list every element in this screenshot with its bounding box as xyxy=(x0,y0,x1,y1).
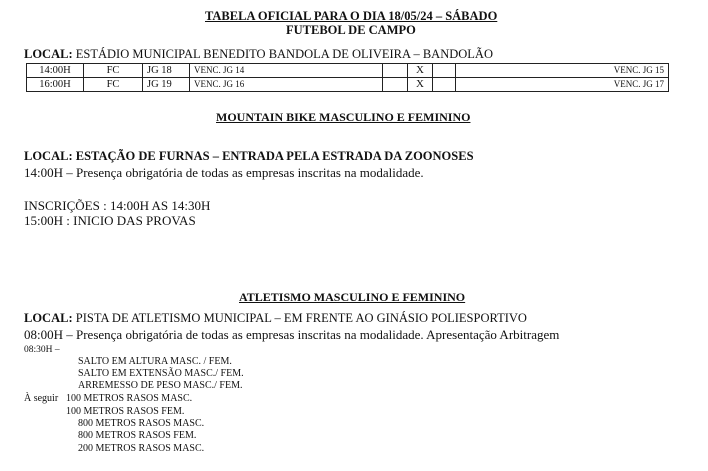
page-subtitle: FUTEBOL DE CAMPO xyxy=(286,23,416,37)
mtb-local-label: LOCAL: xyxy=(24,149,73,163)
list-item: 800 METROS RASOS FEM. xyxy=(78,430,197,441)
empty-cell xyxy=(433,64,456,78)
futebol-local-label: LOCAL: xyxy=(24,47,73,61)
game-modality: FC xyxy=(84,78,143,92)
game-team-b: VENC. JG 15 xyxy=(456,64,669,78)
game-team-a: VENC. JG 14 xyxy=(190,64,383,78)
page-title: TABELA OFICIAL PARA O DIA 18/05/24 – SÁBADO xyxy=(205,9,498,23)
mtb-local-value: ESTAÇÃO DE FURNAS – ENTRADA PELA ESTRADA DA ZOONOSES xyxy=(72,149,474,163)
game-team-b: VENC. JG 17 xyxy=(456,78,669,92)
list-item: 200 METROS RASOS MASC. xyxy=(78,443,205,454)
empty-cell xyxy=(383,78,408,92)
table-row xyxy=(27,64,669,78)
futebol-local-value: ESTÁDIO MUNICIPAL BENEDITO BANDOLA DE OLIVEIRA – BANDOLÃO xyxy=(72,47,493,61)
atletismo-local-label: LOCAL: xyxy=(24,311,73,325)
list-item: SALTO EM EXTENSÃO MASC./ FEM. xyxy=(78,368,244,379)
atletismo-local-value: PISTA DE ATLETISMO MUNICIPAL – EM FRENTE AO GINÁSIO POLIESPORTIVO xyxy=(72,311,527,325)
atletismo-presence: 08:00H – Presença obrigatória de todas as empresas inscritas na modalidade. Apresentação Arbitragem xyxy=(24,327,560,342)
game-number: JG 19 xyxy=(143,78,190,92)
atletismo-local xyxy=(24,311,527,326)
game-number: JG 18 xyxy=(143,64,190,78)
atletismo-title: ATLETISMO MASCULINO E FEMININO xyxy=(239,290,466,304)
mtb-presence: 14:00H – Presença obrigatória de todas as empresas inscritas na modalidade. xyxy=(24,165,424,180)
table-row xyxy=(27,78,669,92)
mtb-inicio: 15:00H : INICIO DAS PROVAS xyxy=(24,213,196,228)
mtb-local xyxy=(24,149,474,164)
list-item: 800 METROS RASOS MASC. xyxy=(78,418,205,429)
empty-cell xyxy=(433,78,456,92)
game-modality: FC xyxy=(84,64,143,78)
atletismo-seguir-label: À seguir xyxy=(24,393,59,404)
game-time: 16:00H xyxy=(27,78,84,92)
mtb-inscricoes: INSCRIÇÕES : 14:00H AS 14:30H xyxy=(24,198,211,213)
empty-cell xyxy=(383,64,408,78)
game-team-a: VENC. JG 16 xyxy=(190,78,383,92)
game-versus: X xyxy=(408,64,433,78)
list-item: 100 METROS RASOS FEM. xyxy=(66,406,185,417)
list-item: SALTO EM ALTURA MASC. / FEM. xyxy=(78,356,232,367)
game-versus: X xyxy=(408,78,433,92)
atletismo-time-0830: 08:30H – xyxy=(24,345,60,355)
list-item: 100 METROS RASOS MASC. xyxy=(66,393,193,404)
list-item: ARREMESSO DE PESO MASC./ FEM. xyxy=(78,380,243,391)
mtb-title: MOUNTAIN BIKE MASCULINO E FEMININO xyxy=(216,110,471,124)
futebol-local xyxy=(24,47,493,62)
game-time: 14:00H xyxy=(27,64,84,78)
games-table xyxy=(26,63,669,92)
